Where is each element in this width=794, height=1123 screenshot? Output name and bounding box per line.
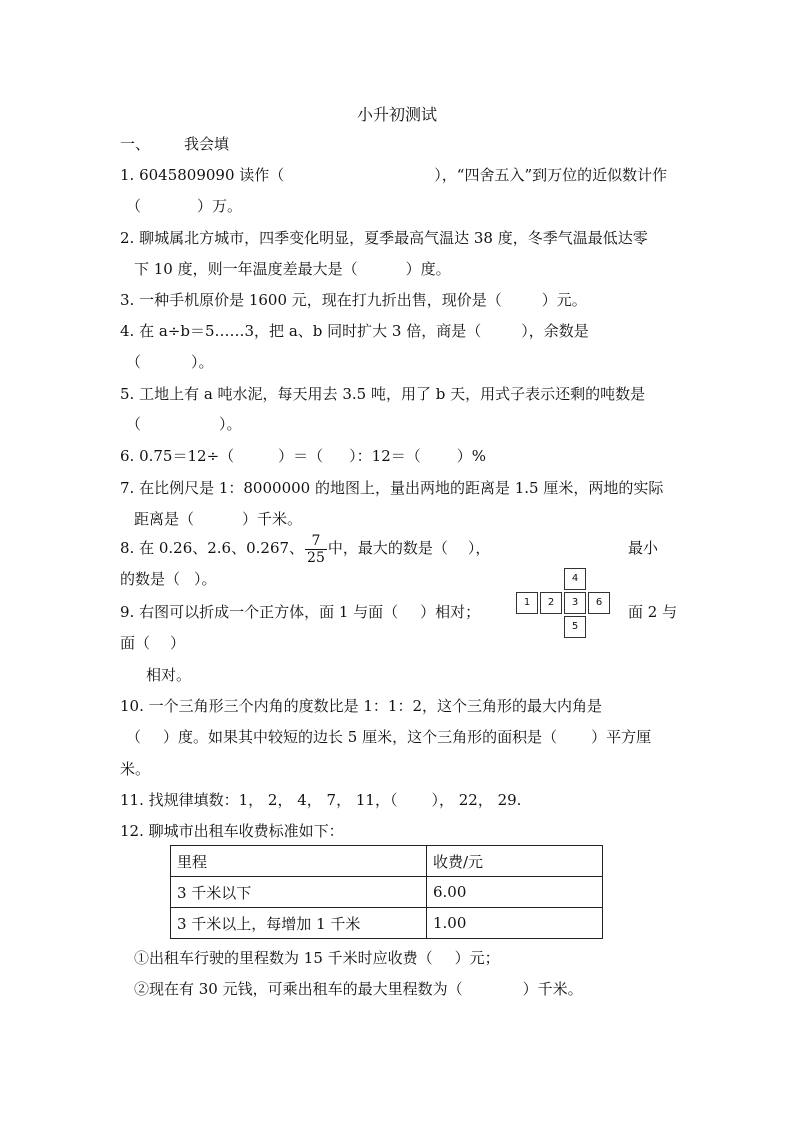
question-text: 中，最大的数是（ xyxy=(327,539,448,557)
question-text: ）相对； xyxy=(420,603,481,621)
question-9-right-text xyxy=(628,602,677,622)
cube-face-3: 3 xyxy=(564,592,586,614)
question-text: 10. 一个三角形三个内角的度数比是 1：1：2，这个三角形的最大内角是 xyxy=(120,697,603,715)
taxi-fee-table xyxy=(170,845,603,939)
question-8-line-1 xyxy=(120,530,490,566)
cube-face-2: 2 xyxy=(540,592,562,614)
table-cell: 3 千米以下 xyxy=(171,877,427,908)
question-text: ）＝（ xyxy=(278,447,324,465)
question-8-line-2 xyxy=(120,569,217,589)
section-number: 一、 xyxy=(120,135,151,153)
question-text: 面（ xyxy=(120,634,151,652)
question-text: （ xyxy=(126,353,142,371)
question-text: 相对。 xyxy=(146,666,192,684)
question-11 xyxy=(120,790,521,810)
question-2-line-1 xyxy=(120,228,648,248)
question-text: ） xyxy=(170,634,186,652)
question-text: ①出租车行驶的里程数为 15 千米时应收费（ xyxy=(134,949,433,967)
question-text: 11. 找规律填数：1， 2， 4， 7， 11，（ xyxy=(120,791,398,809)
question-text: ）：12＝（ xyxy=(349,447,421,465)
question-text: ）千米。 xyxy=(522,980,583,998)
question-5-line-1 xyxy=(120,384,645,404)
sub-question-1 xyxy=(134,948,500,968)
fraction xyxy=(305,533,327,566)
page-title: 小升初测试 xyxy=(356,105,437,124)
question-text: ）元； xyxy=(454,949,500,967)
question-text: 4. 在 a÷b＝5……3，把 a、b 同时扩大 3 倍，商是（ xyxy=(120,322,482,340)
question-text: ）万。 xyxy=(197,197,243,215)
question-text: ）。 xyxy=(194,570,217,588)
question-text: 12. 聊城市出租车收费标准如下： xyxy=(120,822,344,840)
question-4-line-1 xyxy=(120,321,589,341)
question-10-line-1 xyxy=(120,696,602,716)
question-6 xyxy=(120,446,486,466)
fraction-numerator: 7 xyxy=(305,533,327,550)
question-text: ）平方厘 xyxy=(591,728,652,746)
question-text: 的数是（ xyxy=(120,570,181,588)
question-9-line-1 xyxy=(120,602,480,622)
question-9-line-3 xyxy=(146,665,191,685)
table-header-row xyxy=(171,846,603,877)
question-text: 6. 0.75＝12÷（ xyxy=(120,447,235,465)
section-heading xyxy=(120,134,229,154)
table-cell: 6.00 xyxy=(427,877,603,908)
question-text: ）度。如果其中较短的边长 5 厘米，这个三角形的面积是（ xyxy=(163,728,558,746)
table-row xyxy=(171,908,603,939)
question-text: 距离是（ xyxy=(134,510,195,528)
question-7-line-2 xyxy=(134,509,302,529)
question-text: 面 2 与 xyxy=(628,603,678,621)
table-header-cell: 收费/元 xyxy=(427,846,603,877)
question-text: ）度。 xyxy=(405,260,451,278)
question-1-line-1 xyxy=(120,165,667,185)
question-12 xyxy=(120,821,344,841)
question-text: （ xyxy=(126,415,142,433)
question-text: ），“四舍五入”到万位的近似数计作 xyxy=(434,166,668,184)
question-5-line-2 xyxy=(126,414,242,434)
question-7-line-1 xyxy=(120,478,663,498)
question-text: 9. 右图可以折成一个正方体，面 1 与面（ xyxy=(120,603,399,621)
question-text: ）， 22， 29. xyxy=(431,791,522,809)
question-8-right-text xyxy=(628,538,658,558)
fraction-denominator: 25 xyxy=(307,549,325,566)
question-text: ）， xyxy=(467,539,491,557)
question-text: ②现在有 30 元钱，可乘出租车的最大里程数为（ xyxy=(134,980,463,998)
question-9-line-2 xyxy=(120,633,185,653)
question-text: （ xyxy=(126,197,142,215)
question-text: 7. 在比例尺是 1：8000000 的地图上，量出两地的距离是 1.5 厘米，两地的实际 xyxy=(120,479,664,497)
sub-question-2 xyxy=(134,979,583,999)
question-1-line-2 xyxy=(126,196,242,216)
question-10-line-2 xyxy=(126,727,651,747)
question-text: ）。 xyxy=(219,415,242,433)
table-row xyxy=(171,877,603,908)
cube-net-figure xyxy=(516,568,616,640)
cube-face-6: 6 xyxy=(588,592,610,614)
question-text: ），余数是 xyxy=(521,322,589,340)
question-text: ）% xyxy=(456,447,487,465)
question-text: 最小 xyxy=(628,539,659,557)
question-text: 5. 工地上有 a 吨水泥，每天用去 3.5 吨，用了 b 天，用式子表示还剩的吨数是 xyxy=(120,385,646,403)
question-text: 米。 xyxy=(120,760,151,778)
cube-face-4: 4 xyxy=(564,568,586,590)
question-text: 8. 在 0.26、2.6、0.267、 xyxy=(120,539,305,557)
section-name: 我会填 xyxy=(184,135,230,153)
table-cell: 1.00 xyxy=(427,908,603,939)
question-10-line-3 xyxy=(120,759,150,779)
question-2-line-2 xyxy=(134,259,451,279)
question-4-line-2 xyxy=(126,352,214,372)
question-text: ）。 xyxy=(191,353,214,371)
question-text: 下 10 度，则一年温度差最大是（ xyxy=(134,260,358,278)
question-text: （ xyxy=(126,728,142,746)
question-text: 3. 一种手机原价是 1600 元，现在打九折出售，现价是（ xyxy=(120,291,502,309)
question-text: ）千米。 xyxy=(242,510,303,528)
cube-face-1: 1 xyxy=(516,592,538,614)
question-text: 1. 6045809090 读作（ xyxy=(120,166,285,184)
cube-face-5: 5 xyxy=(564,616,586,638)
question-text: ）元。 xyxy=(541,291,587,309)
table-header-cell: 里程 xyxy=(171,846,427,877)
question-3 xyxy=(120,290,587,310)
question-text: 2. 聊城属北方城市，四季变化明显，夏季最高气温达 38 度，冬季气温最低达零 xyxy=(120,229,648,247)
table-cell: 3 千米以上，每增加 1 千米 xyxy=(171,908,427,939)
